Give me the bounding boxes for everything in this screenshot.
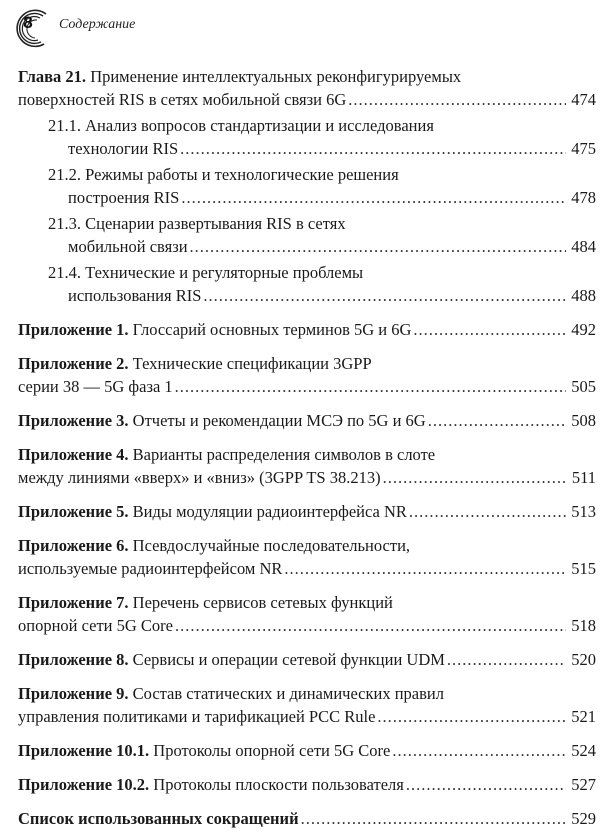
toc-entry-title: Протоколы опорной сети 5G Core (149, 741, 391, 760)
toc-entry-title-cont: построения RIS (68, 188, 180, 207)
toc-entry-prefix: Приложение 10.1. (18, 741, 150, 760)
toc-entry-21-1[interactable] (48, 114, 596, 160)
dot-leader (409, 500, 566, 523)
toc-entry-title: Состав статических и динамических правил (128, 684, 444, 703)
toc-entry-appendix-5[interactable] (18, 500, 596, 523)
toc-entry-appendix-9[interactable] (18, 682, 596, 728)
toc-entry-appendix-1[interactable] (18, 318, 596, 341)
dot-leader (203, 284, 566, 307)
toc-entry-title-cont: между линиями «вверх» и «вниз» (3GPP TS 38.213) (18, 468, 381, 487)
toc-entry-prefix: Список использованных сокращений (18, 809, 299, 828)
toc-entry-title: 21.4. Технические и регуляторные проблемы (48, 263, 364, 282)
toc-entry-prefix: Приложение 2. (18, 354, 129, 373)
toc-entry-title-cont: мобильной связи (68, 237, 188, 256)
toc-entry-21-4[interactable] (48, 261, 596, 307)
toc-page-number: 518 (571, 616, 596, 635)
toc-entry-21-2[interactable] (48, 163, 596, 209)
toc-entry-appendix-7[interactable] (18, 591, 596, 637)
toc-entry-prefix: Приложение 5. (18, 502, 129, 521)
page-header (0, 0, 606, 48)
toc-entry-title-cont: поверхностей RIS в сетях мобильной связи 6G (18, 90, 347, 109)
toc-entry-21-3[interactable] (48, 212, 596, 258)
toc-page-number: 529 (571, 809, 596, 828)
dot-leader (428, 409, 566, 432)
toc-entry-appendix-3[interactable] (18, 409, 596, 432)
toc-entry-title: Псевдослучайные последовательности, (128, 536, 411, 555)
dot-leader (284, 557, 566, 580)
toc-entry-appendix-4[interactable] (18, 443, 596, 489)
toc-entry-appendix-10-1[interactable] (18, 739, 596, 762)
dot-leader (175, 375, 566, 398)
toc-page-number: 513 (571, 502, 596, 521)
toc-entry-title: Применение интеллектуальных реконфигурируемых (86, 67, 462, 86)
toc-page-number: 521 (571, 707, 596, 726)
toc-entry-prefix: Глава 21. (18, 67, 87, 86)
toc-entry-prefix: Приложение 1. (18, 320, 129, 339)
toc-entry-title-cont: опорной сети 5G Core (18, 616, 173, 635)
toc-entry-title-cont: управления политиками и тарификацией PCC Rule (18, 707, 376, 726)
toc-page-number: 484 (571, 237, 596, 256)
toc-entry-title-cont: серии 38 — 5G фаза 1 (18, 377, 173, 396)
toc-entry-appendix-10-2[interactable] (18, 773, 596, 796)
toc-page-number: 524 (571, 741, 596, 760)
toc-entry-title: 21.3. Сценарии развертывания RIS в сетях (48, 214, 346, 233)
toc-entry-title: Виды модуляции радиоинтерфейса NR (128, 502, 407, 521)
toc-entry-prefix: Приложение 8. (18, 650, 129, 669)
dot-leader (406, 773, 566, 796)
page-number: 8 (23, 13, 33, 32)
toc-entry-title: Варианты распределения символов в слоте (128, 445, 436, 464)
toc-entry-title: Отчеты и рекомендации МСЭ по 5G и 6G (128, 411, 426, 430)
toc-entry-abbreviations[interactable] (18, 807, 596, 830)
toc-page-number: 488 (571, 286, 596, 305)
dot-leader (392, 739, 566, 762)
toc-page-number: 505 (571, 377, 596, 396)
dot-leader (413, 318, 566, 341)
toc-entry-appendix-6[interactable] (18, 534, 596, 580)
toc-entry-appendix-2[interactable] (18, 352, 596, 398)
dot-leader (175, 614, 566, 637)
toc-page-number: 515 (571, 559, 596, 578)
toc-page-number: 474 (571, 90, 596, 109)
dot-leader (181, 186, 566, 209)
toc-page-number: 520 (571, 650, 596, 669)
toc-entry-title: Глоссарий основных терминов 5G и 6G (128, 320, 412, 339)
toc-entry-prefix: Приложение 6. (18, 536, 129, 555)
toc-page-number: 511 (571, 468, 596, 487)
dot-leader (377, 705, 566, 728)
toc-entry-title: Технические спецификации 3GPP (128, 354, 372, 373)
table-of-contents (18, 65, 596, 830)
toc-entry-title-cont: технологии RIS (68, 139, 179, 158)
toc-page-number: 475 (571, 139, 596, 158)
toc-page-number: 527 (571, 775, 596, 794)
toc-entry-title: Протоколы плоскости пользователя (149, 775, 404, 794)
dot-leader (190, 235, 566, 258)
toc-entry-title: 21.1. Анализ вопросов стандартизации и исследования (48, 116, 434, 135)
toc-entry-title-cont: использования RIS (68, 286, 202, 305)
toc-entry-prefix: Приложение 10.2. (18, 775, 150, 794)
toc-entry-title: Сервисы и операции сетевой функции UDM (128, 650, 445, 669)
toc-entry-prefix: Приложение 4. (18, 445, 129, 464)
toc-entry-chapter-21[interactable] (18, 65, 596, 111)
dot-leader (348, 88, 566, 111)
toc-page-number: 492 (571, 320, 596, 339)
toc-entry-prefix: Приложение 7. (18, 593, 129, 612)
toc-entry-title: Перечень сервисов сетевых функций (128, 593, 393, 612)
toc-entry-prefix: Приложение 9. (18, 684, 129, 703)
toc-entry-title: 21.2. Режимы работы и технологические решения (48, 165, 399, 184)
dot-leader (180, 137, 566, 160)
running-title: Содержание (59, 17, 136, 32)
dot-leader (383, 466, 566, 489)
toc-page-number: 478 (571, 188, 596, 207)
toc-entry-title-cont: используемые радиоинтерфейсом NR (18, 559, 283, 578)
toc-entry-prefix: Приложение 3. (18, 411, 129, 430)
toc-page-number: 508 (571, 411, 596, 430)
dot-leader (447, 648, 566, 671)
dot-leader (301, 807, 566, 830)
toc-entry-appendix-8[interactable] (18, 648, 596, 671)
